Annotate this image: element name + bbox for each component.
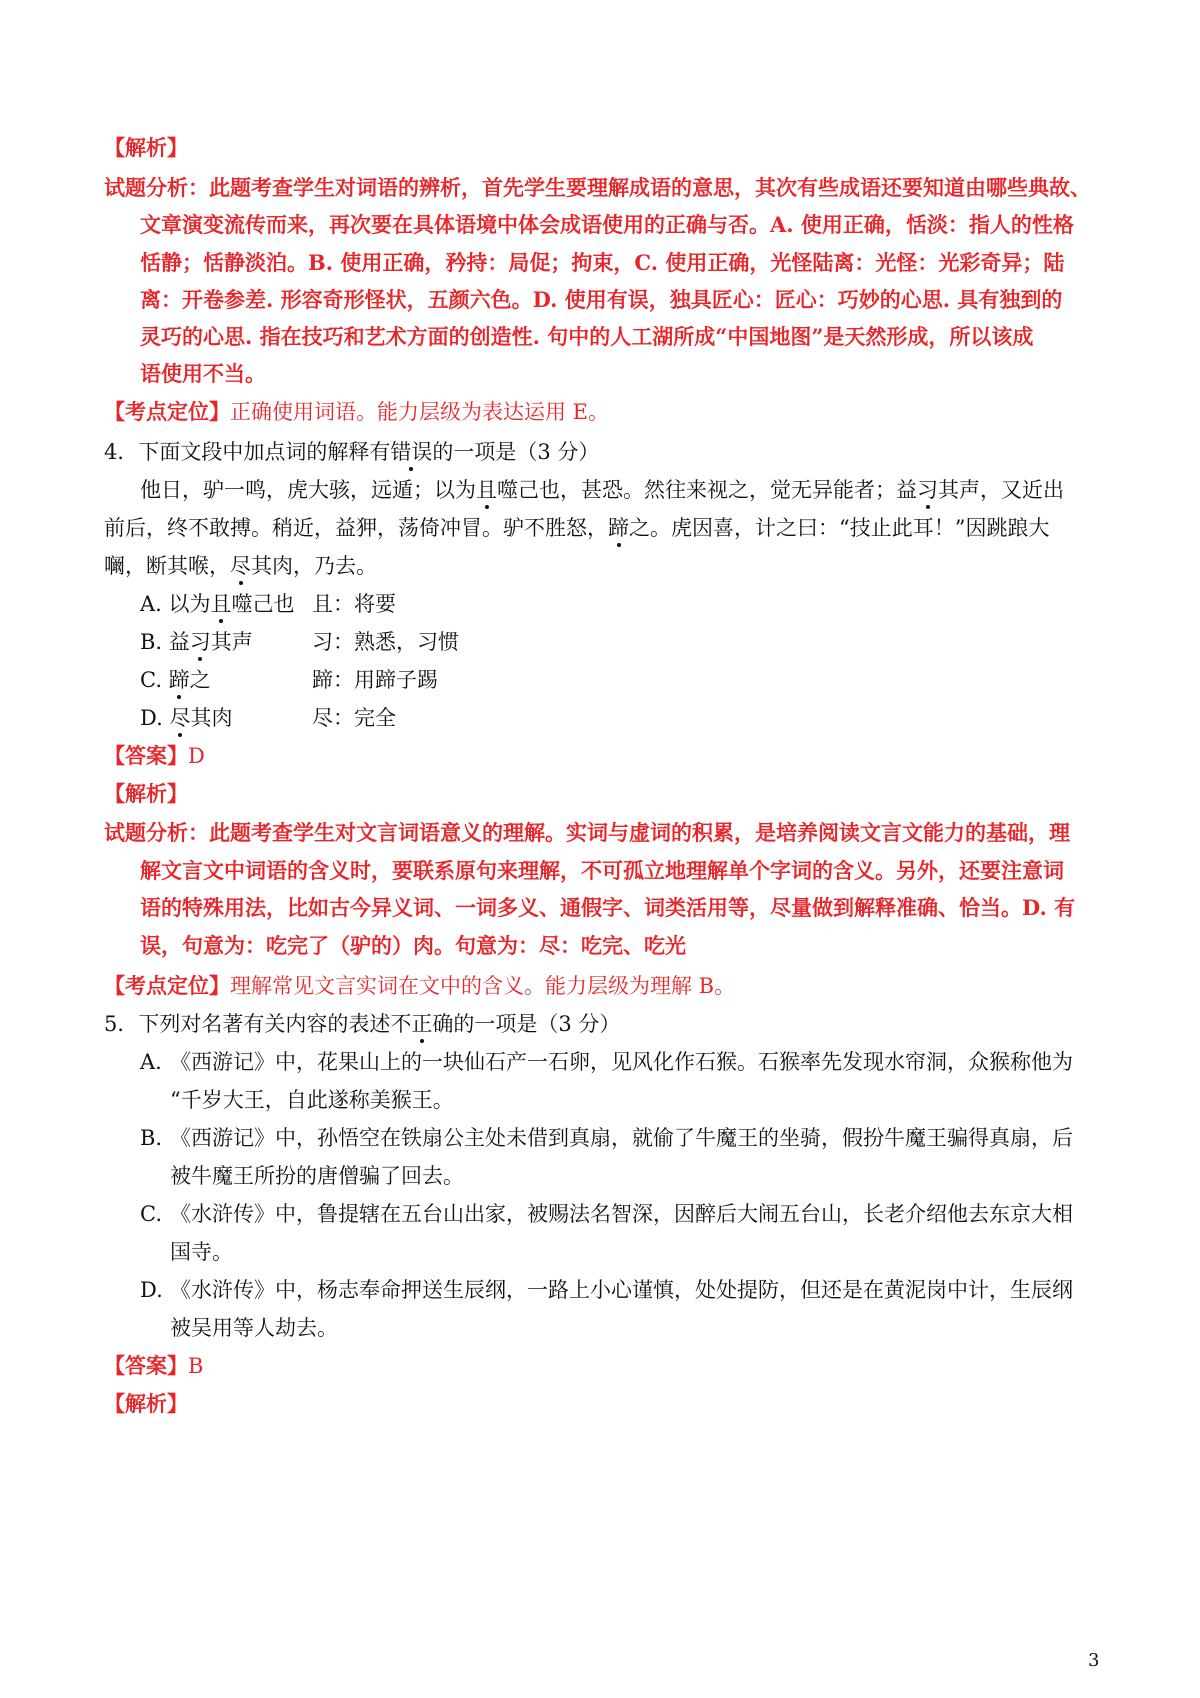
option-key: A. — [140, 1050, 162, 1074]
option-text-cont: “千岁大王，自此遂称美猴王。 — [170, 1088, 454, 1112]
analysis-line: 试题分析：此题考查学生对文言词语意义的理解。实词与虚词的积累，是培养阅读文言文能力的基础，理 — [104, 820, 1070, 845]
option-c — [140, 1200, 1073, 1228]
key-point-text: 理解常见文言实词在文中的含义。能力层级为理解 B。 — [230, 974, 736, 998]
option-b: B. 益习其声 习：熟悉，习惯 — [140, 630, 459, 654]
emphasis-dot-text: 蹄 — [608, 516, 629, 540]
analysis-label: 【解析】 — [104, 1391, 188, 1416]
option-gloss: 蹄：用蹄子踢 — [312, 668, 438, 692]
emphasis-dot-text: 不正确 — [390, 1012, 454, 1036]
option-text: 《水浒传》中，鲁提辖在五台山出家，被赐法名智深，因醉后大闹五台山，长老介绍他去东京大相 — [170, 1202, 1073, 1226]
key-point-label: 【考点定位】 — [104, 399, 230, 424]
answer-label: 【答案】 — [104, 743, 188, 768]
emphasis-dot-text: 错误 — [390, 440, 433, 464]
analysis-line: 解文言文中词语的含义时，要联系原句来理解，不可孤立地理解单个字词的含义。另外，还要注意词 — [140, 858, 1064, 883]
answer-value: D — [188, 744, 205, 768]
key-point-row — [104, 972, 735, 1000]
option-b — [140, 1124, 1073, 1152]
option-key: C. — [140, 1202, 162, 1226]
option-a — [140, 1048, 1073, 1076]
option-text: 《水浒传》中，杨志奉命押送生辰纲，一路上小心谨慎，处处提防，但还是在黄泥岗中计，生辰纲 — [170, 1278, 1073, 1302]
analysis-line: 恬静；恬静淡泊。B. 使用正确，矜持：局促；拘束，C. 使用正确，光怪陆离：光怪：光彩奇异；陆 — [140, 250, 1065, 275]
passage-line: 前后，终不敢搏。稍近，益狎，荡倚冲冒。驴不胜怒，蹄之。虎因喜，计之曰：“技止此耳！”因跳踉大 — [104, 516, 1050, 540]
analysis-line: 离：开卷参差. 形容奇形怪状，五颜六色。D. 使用有误，独具匠心：匠心：巧妙的心思. 具有独到的 — [140, 287, 1063, 312]
option-gloss: 尽：完全 — [312, 706, 396, 730]
option-text-cont: 被吴用等人劫去。 — [170, 1316, 338, 1340]
question-stem: 5．下列对名著有关内容的表述不正确的一项是（3 分） — [104, 1012, 621, 1036]
emphasis-dot-text: 尽 — [169, 706, 191, 730]
analysis-label: 【解析】 — [104, 135, 188, 160]
emphasis-dot-text: 习 — [917, 478, 938, 502]
option-text-cont: 国寺。 — [170, 1240, 233, 1264]
answer-label: 【答案】 — [104, 1353, 188, 1378]
analysis-line: 灵巧的心思. 指在技巧和艺术方面的创造性. 句中的人工湖所成“中国地图”是天然形成，所以该成 — [140, 324, 1034, 349]
emphasis-dot-text: 且 — [476, 478, 497, 502]
option-text-cont: 被牛魔王所扮的唐僧骗了回去。 — [170, 1164, 464, 1188]
passage-line: 㘎，断其喉，尽其肉，乃去。 — [104, 554, 377, 578]
analysis-line: 语使用不当。 — [140, 361, 266, 386]
option-a: A. 以为且噬己也 且：将要 — [140, 592, 396, 616]
option-d — [140, 1276, 1073, 1304]
analysis-line: 语的特殊用法，比如古今异义词、一词多义、通假字、词类活用等，尽量做到解释准确、恰当。D. 有 — [140, 895, 1076, 920]
passage-line: 他日，驴一鸣，虎大骇，远遁；以为且噬己也，甚恐。然往来视之，觉无异能者；益习其声，又近出 — [140, 478, 1064, 502]
answer-row — [104, 1352, 203, 1380]
emphasis-dot-text: 尽 — [230, 554, 251, 578]
key-point-row — [104, 398, 609, 426]
analysis-line: 文章演变流传而来，再次要在具体语境中体会成语使用的正确与否。A. 使用正确，恬淡：指人的性格 — [140, 212, 1074, 237]
emphasis-dot-text: 蹄 — [168, 668, 190, 692]
option-c: C. 蹄之 蹄：用蹄子踢 — [140, 668, 438, 692]
page-number: 3 — [1088, 1650, 1100, 1671]
option-text: 《西游记》中，花果山上的一块仙石产一石卵，见风化作石猴。石猴率先发现水帘洞，众猴称他为 — [170, 1050, 1073, 1074]
option-gloss: 习：熟悉，习惯 — [312, 630, 459, 654]
option-text: 《西游记》中，孙悟空在铁扇公主处未借到真扇，就偷了牛魔王的坐骑，假扮牛魔王骗得真扇，后 — [170, 1126, 1073, 1150]
answer-row — [104, 742, 205, 770]
question-stem: 4．下面文段中加点词的解释有错误的一项是（3 分） — [104, 440, 600, 464]
option-d: D. 尽其肉 尽：完全 — [140, 706, 396, 730]
analysis-label: 【解析】 — [104, 781, 188, 806]
option-key: D. — [140, 1278, 163, 1302]
emphasis-dot-text: 习 — [189, 630, 211, 654]
emphasis-dot-text: 且 — [210, 592, 232, 616]
key-point-label: 【考点定位】 — [104, 973, 230, 998]
answer-value: B — [188, 1354, 204, 1378]
analysis-line: 误，句意为：吃完了（驴的）肉。句意为：尽：吃完、吃光 — [140, 933, 686, 958]
analysis-line: 试题分析：此题考查学生对词语的辨析，首先学生要理解成语的意思，其次有些成语还要知道由哪些典故、 — [104, 175, 1091, 200]
key-point-text: 正确使用词语。能力层级为表达运用 E。 — [230, 400, 610, 424]
option-gloss: 且：将要 — [312, 592, 396, 616]
option-key: B. — [140, 1126, 163, 1150]
